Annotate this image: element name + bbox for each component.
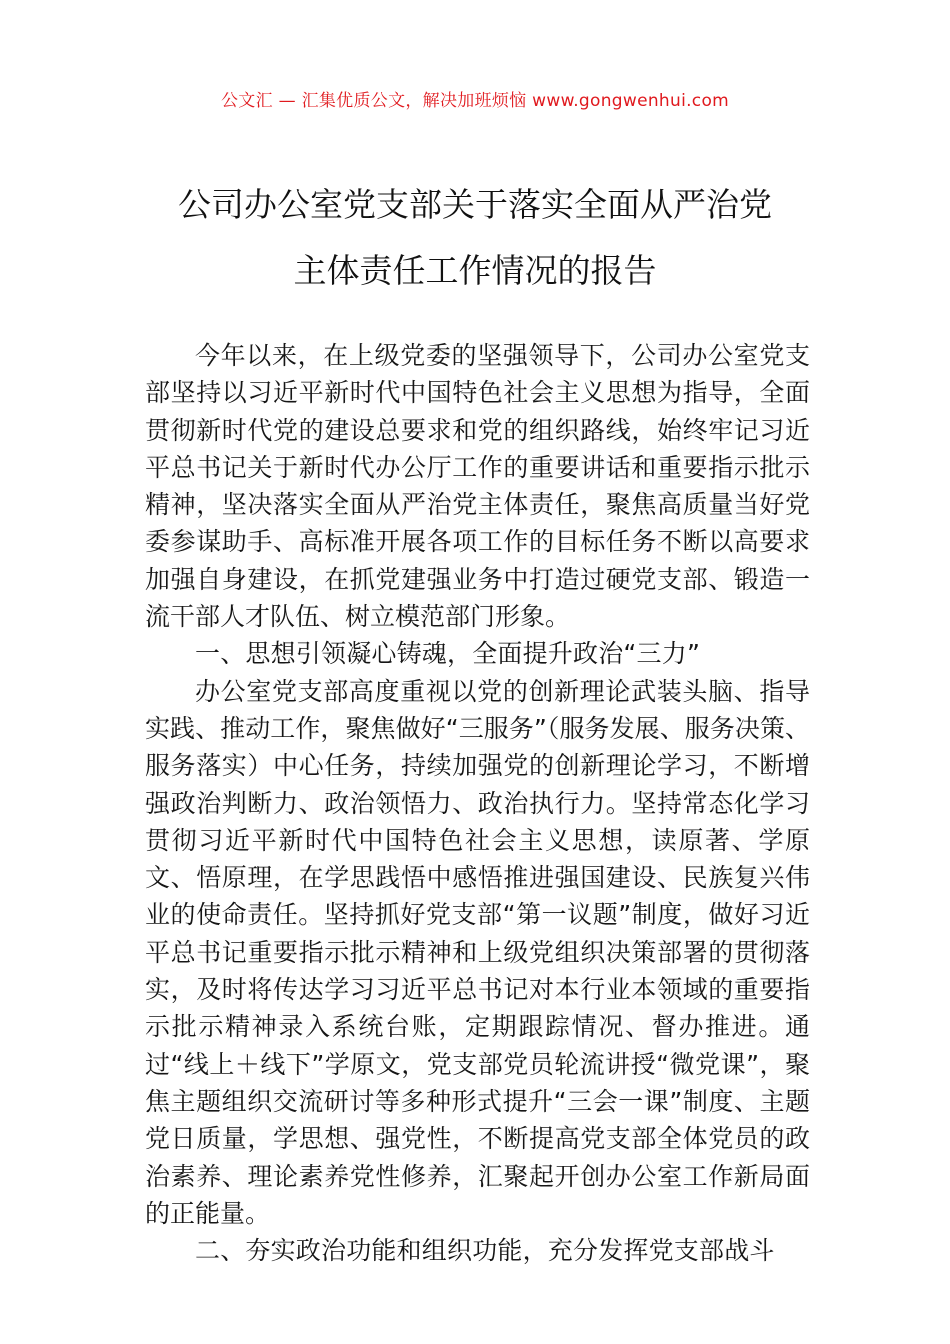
header-banner: 公文汇 — 汇集优质公文，解决加班烦恼 www.gongwenhui.com: [220, 91, 730, 111]
section-heading-2: 二、夯实政治功能和组织功能，充分发挥党支部战斗: [195, 1236, 775, 1266]
document-body: [145, 337, 810, 1269]
paragraph-intro: 今年以来，在上级党委的坚强领导下，公司办公室党支部坚持以习近平新时代中国特色社会主义思想为指导，全面贯彻新时代党的建设总要求和党的组织路线，始终牢记习近平总书记关于新时代办公厅工作的重要讲话和重要指示批示精神，坚决落实全面从严治党主体责任，聚焦高质量当好党委参谋助手、高标准开展各项工作的目标任务不断以高要求加强自身建设，在抓党建强业务中打造过硬党支部、锻造一流干部人才队伍、树立模范部门形象。: [145, 341, 810, 632]
paragraph-section-1: 办公室党支部高度重视以党的创新理论武装头脑、指导实践、推动工作，聚焦做好“三服务”（服务发展、服务决策、服务落实）中心任务，持续加强党的创新理论学习，不断增强政治判断力、政治领悟力、政治执行力。坚持常态化学习贯彻习近平新时代中国特色社会主义思想，读原著、学原文、悟原理，在学思践悟中感悟推进强国建设、民族复兴伟业的使命责任。坚持抓好党支部“第一议题”制度，做好习近平总书记重要指示批示精神和上级党组织决策部署的贯彻落实，及时将传达学习习近平总书记对本行业本领域的重要指示批示精神录入系统台账，定期跟踪情况、督办推进。通过“线上＋线下”学原文，党支部党员轮流讲授“微党课”，聚焦主题组织交流研讨等多种形式提升“三会一课”制度、主题党日质量，学思想、强党性，不断提高党支部全体党员的政治素养、理论素养党性修养，汇聚起开创办公室工作新局面的正能量。: [145, 676, 810, 1228]
title-line-2: 主体责任工作情况的报告: [293, 251, 657, 290]
section-heading-1: 一、思想引领凝心铸魂，全面提升政治“三力”: [195, 639, 701, 669]
title-line-1: 公司办公室党支部关于落实全面从严治党: [178, 185, 772, 224]
document-title: [120, 172, 830, 304]
